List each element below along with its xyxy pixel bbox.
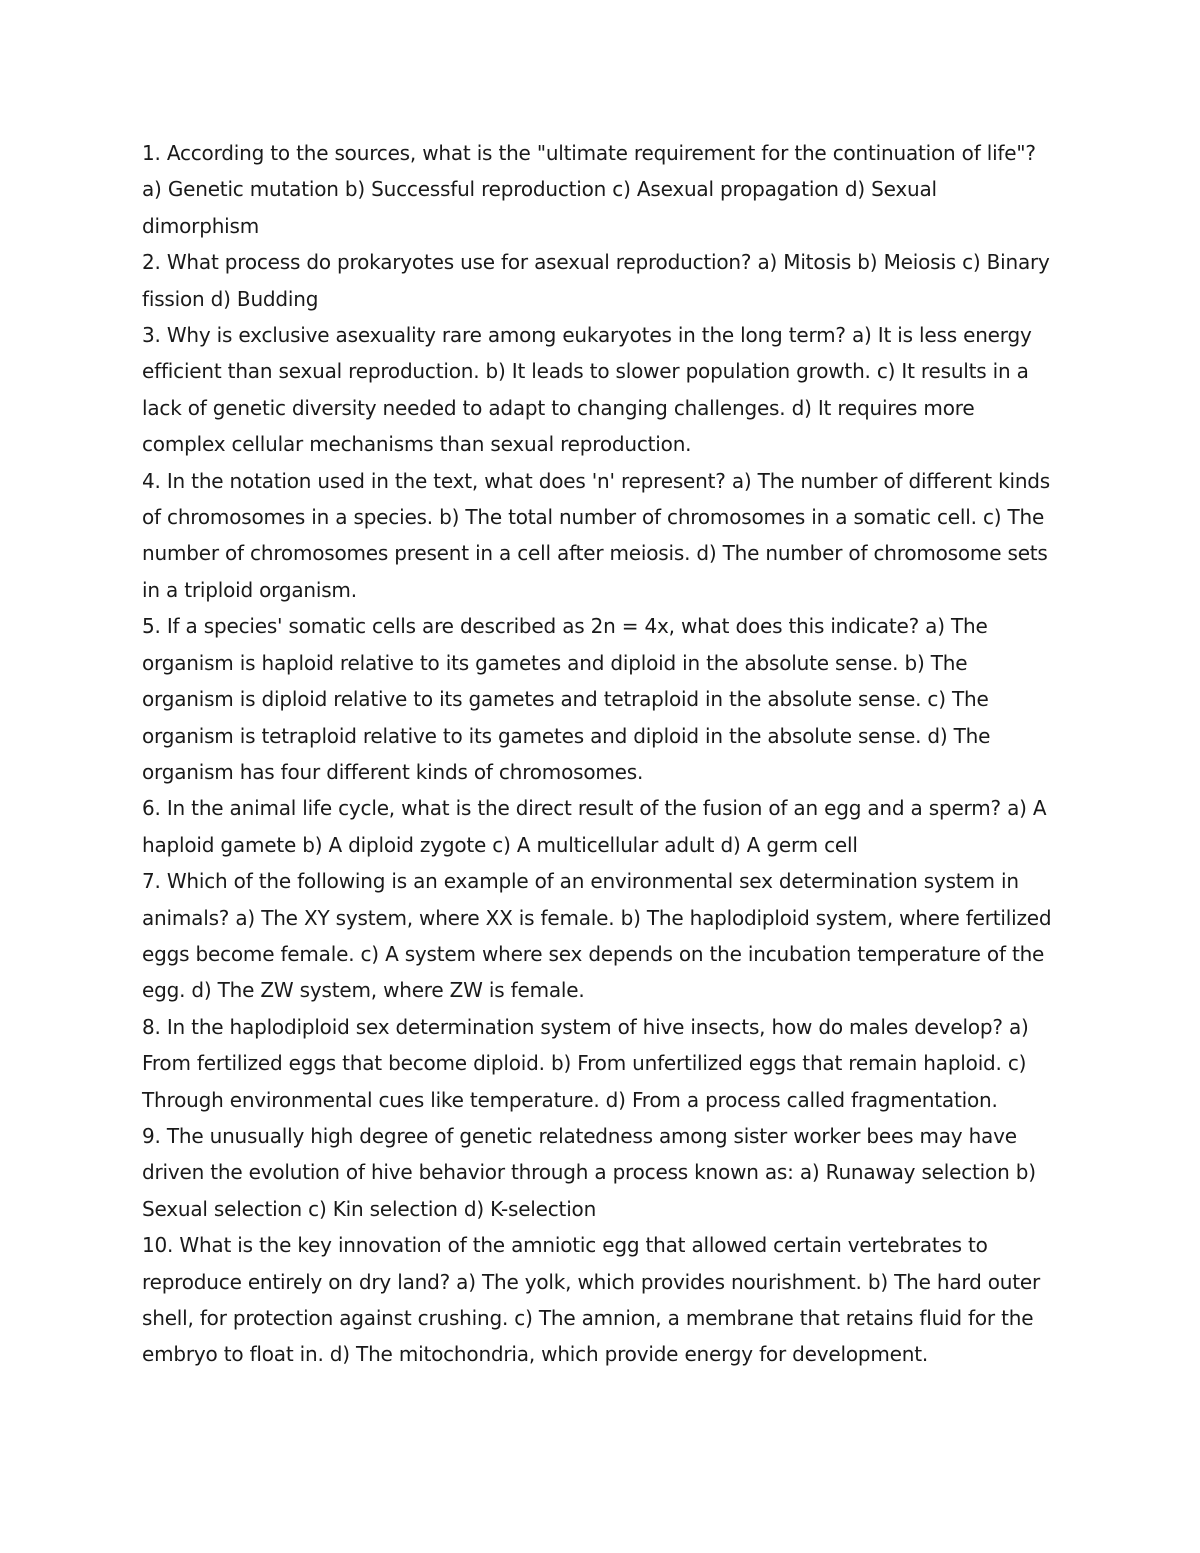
- question-5: 5. If a species' somatic cells are described as 2n = 4x, what does this indicate? a) The organism is haploid relative to its gametes and diploid in the absolute sense. b) The organism is diploid relative to its gametes and tetraploid in the absolute sense. c) The organism is tetraploid relative to its gametes and diploid in the absolute sense. d) The organism has four different kinds of chromosomes.: [142, 614, 991, 784]
- question-1: 1. According to the sources, what is the "ultimate requirement for the continuation of life"? a) Genetic mutation b) Successful reproduction c) Asexual propagation d) Sexual dimorphism: [142, 141, 1036, 238]
- question-8: 8. In the haplodiploid sex determination system of hive insects, how do males develop? a) From fertilized eggs that become diploid. b) From unfertilized eggs that remain haploid. c) Through environmental cues like temperature. d) From a process called fragmentation.: [142, 1014, 1029, 1112]
- question-3: 3. Why is exclusive asexuality rare among eukaryotes in the long term? a) It is less energy efficient than sexual reproduction. b) It leads to slower population growth. c) It results in a lack of genetic diversity needed to adapt to changing challenges. d) It requires more complex cellular mechanisms than sexual reproduction.: [142, 323, 1032, 457]
- question-2: 2. What process do prokaryotes use for asexual reproduction? a) Mitosis b) Meiosis c) Binary fission d) Budding: [142, 250, 1050, 311]
- question-7: 7. Which of the following is an example of an environmental sex determination system in animals? a) The XY system, where XX is female. b) The haplodiploid system, where fertilized eggs become female. c) A system where sex depends on the incubation temperature of the egg. d) The ZW system, where ZW is female.: [142, 869, 1052, 1003]
- question-list: [142, 135, 1057, 1373]
- question-9: 9. The unusually high degree of genetic relatedness among sister worker bees may have driven the evolution of hive behavior through a process known as: a) Runaway selection b) Sexual selection c) Kin selection d) K-selection: [142, 1123, 1036, 1221]
- question-4: 4. In the notation used in the text, what does 'n' represent? a) The number of different kinds of chromosomes in a species. b) The total number of chromosomes in a somatic cell. c) The number of chromosomes present in a cell after meiosis. d) The number of chromosome sets in a triploid organism.: [142, 468, 1051, 602]
- question-6: 6. In the animal life cycle, what is the direct result of the fusion of an egg and a sperm? a) A haploid gamete b) A diploid zygote c) A multicellular adult d) A germ cell: [142, 796, 1047, 857]
- question-10: 10. What is the key innovation of the amniotic egg that allowed certain vertebrates to reproduce entirely on dry land? a) The yolk, which provides nourishment. b) The hard outer shell, for protection against crushing. c) The amnion, a membrane that retains fluid for the embryo to float in. d) The mitochondria, which provide energy for development.: [142, 1233, 1041, 1367]
